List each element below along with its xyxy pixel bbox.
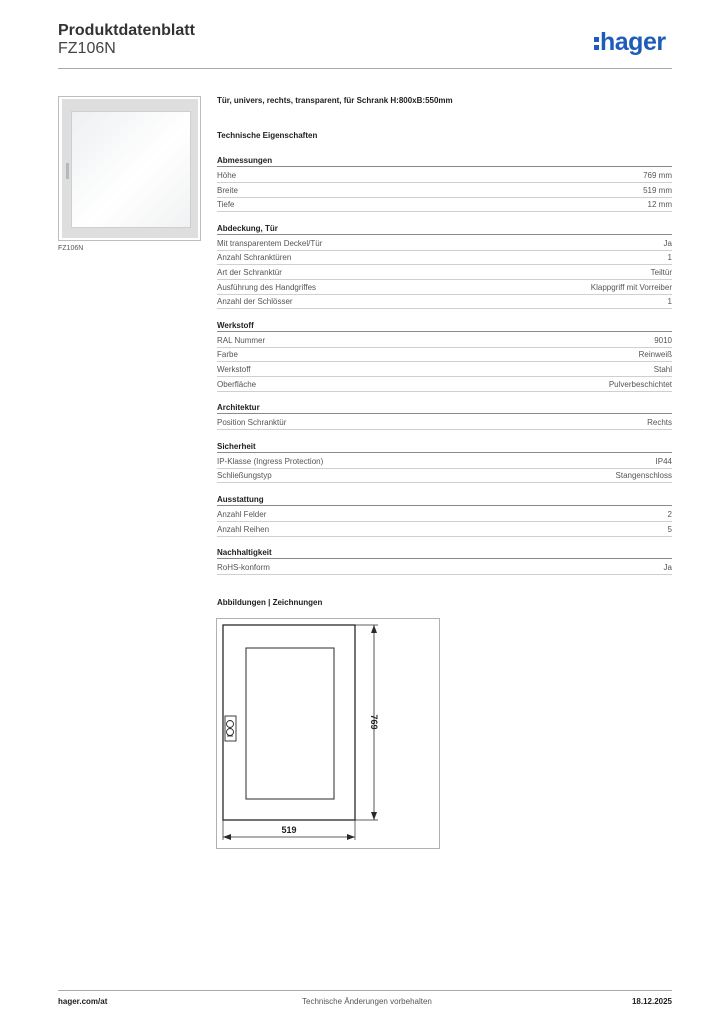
property-label: Breite [217,185,238,195]
door-drawing-svg [217,619,439,848]
property-value: Pulverbeschichtet [608,379,672,389]
door-glass-pane [71,111,191,228]
property-label: Oberfläche [217,379,257,389]
door-outline [223,625,355,820]
property-label: Höhe [217,171,237,180]
section-heading: Werkstoff [217,321,672,332]
property-value: Ja [663,563,672,573]
property-row [217,250,672,265]
property-row [217,522,672,537]
property-label: Schließungstyp [217,471,272,481]
hager-logo [594,28,666,57]
property-value: Ja [663,238,672,248]
logo-dots-icon [594,37,599,53]
property-row [217,236,672,251]
property-value: IP44 [655,456,672,466]
door-handle [66,163,69,179]
property-label: Ausführung des Handgriffes [217,282,317,292]
property-value: 519 mm [643,185,672,195]
footer-website: hager.com/at [58,997,108,1006]
property-value: 2 [667,510,672,519]
height-dimension-label: 769 [369,714,379,730]
section-heading: Abdeckung, Tür [217,224,672,235]
property-row [217,347,672,362]
property-value: 769 mm [643,171,672,180]
property-value: 5 [667,524,672,534]
property-value: 1 [667,253,672,263]
property-value: Rechts [647,418,672,428]
section-heading: Architektur [217,403,672,414]
property-label: Anzahl Reihen [217,524,270,534]
property-value: Teiltür [650,268,672,277]
footer-date: 18.12.2025 [631,997,672,1006]
property-value: Reinweiß [638,350,672,360]
property-label: RAL Nummer [217,335,266,345]
property-row [217,377,672,392]
property-label: Werkstoff [217,365,251,374]
document-title: Produktdatenblatt [58,22,195,39]
property-value: Klappgriff mit Vorreiber [590,282,672,292]
footer-divider [58,990,672,991]
technical-properties-title: Technische Eigenschaften [217,131,318,140]
property-label: Mit transparentem Deckel/Tür [217,238,323,248]
property-label: Tiefe [217,200,235,210]
property-value: 9010 [654,335,672,345]
property-value: 1 [667,297,672,307]
section-heading: Abmessungen [217,156,672,167]
door-photo [62,99,198,238]
property-label: Position Schranktür [217,418,287,428]
property-label: Anzahl der Schlösser [217,297,293,307]
property-label: IP-Klasse (Ingress Protection) [217,456,324,466]
article-number: FZ106N [58,40,116,57]
property-row [217,454,672,469]
property-label: Anzahl Felder [217,510,267,519]
property-row [217,265,672,280]
width-dimension-label: 519 [281,825,297,835]
property-label: Art der Schranktür [217,268,282,277]
property-value: Stangenschloss [615,471,672,481]
property-value: 12 mm [647,200,672,210]
property-value: Stahl [653,365,672,374]
property-label: RoHS-konform [217,563,270,573]
property-label: Farbe [217,350,238,360]
section-heading: Ausstattung [217,495,672,506]
product-description: Tür, univers, rechts, transparent, für Schrank H:800xB:550mm [217,96,453,105]
property-row [217,280,672,295]
logo-text: hager [600,28,666,56]
property-row [217,197,672,212]
property-row [217,168,672,183]
technical-drawing [216,618,440,849]
property-row [217,415,672,430]
property-row [217,468,672,483]
header-divider [58,68,672,69]
section-heading: Nachhaltigkeit [217,548,672,559]
door-window-outline [246,648,334,799]
property-row [217,294,672,309]
property-row [217,560,672,575]
property-row [217,507,672,522]
figure-title: Abbildungen | Zeichnungen [217,598,323,607]
product-image-caption: FZ106N [58,245,84,252]
property-label: Anzahl Schranktüren [217,253,292,263]
property-row [217,362,672,377]
product-image [58,96,201,241]
property-row [217,183,672,198]
footer-note: Technische Änderungen vorbehalten [302,997,432,1006]
property-row [217,333,672,348]
section-heading: Sicherheit [217,442,672,453]
